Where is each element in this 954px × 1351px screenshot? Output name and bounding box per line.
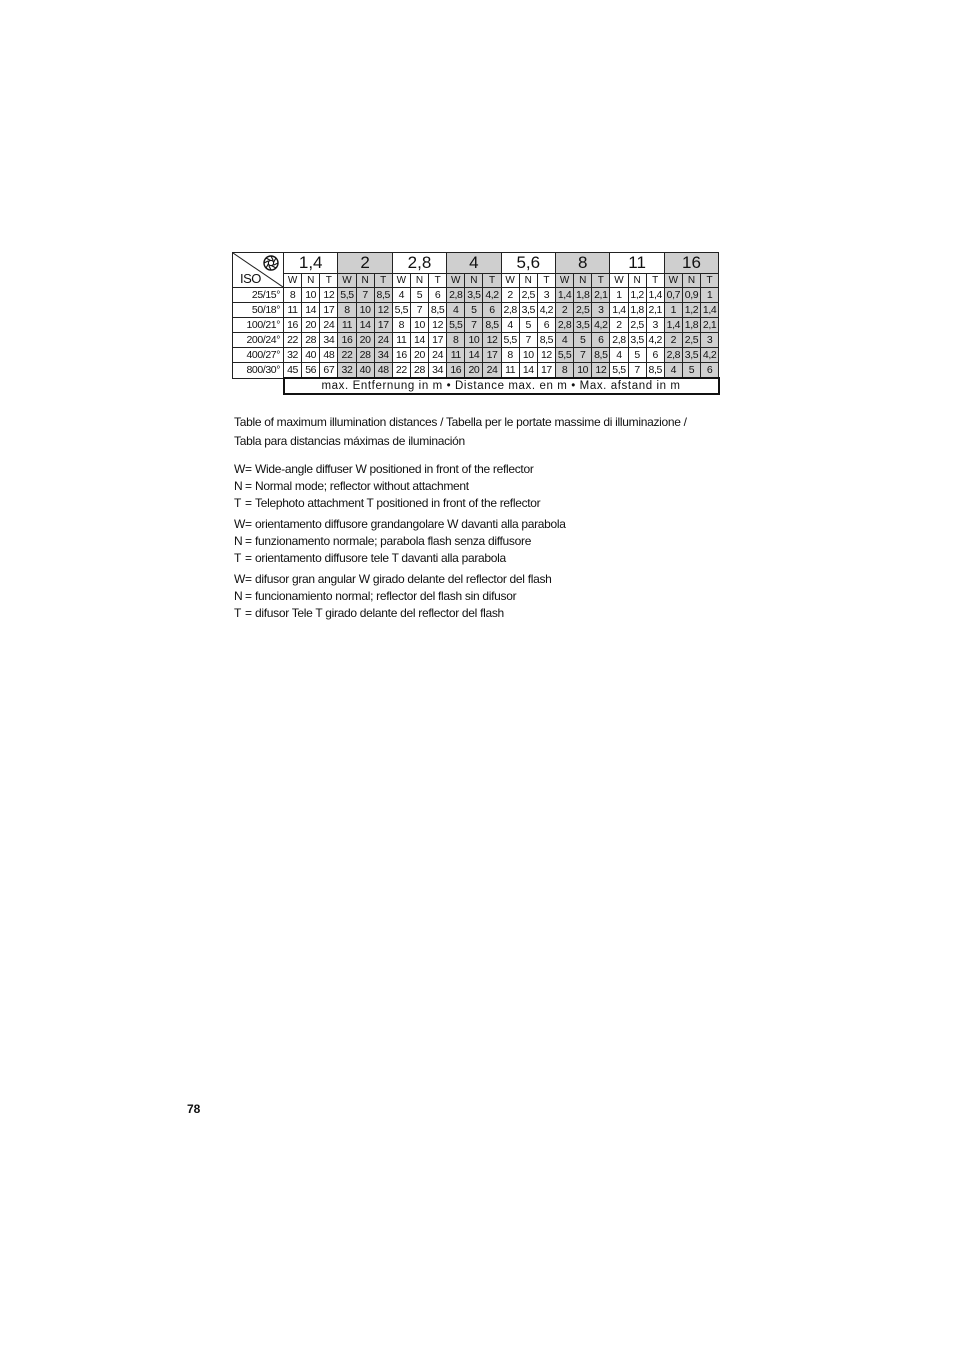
- distance-cell: 17: [320, 303, 338, 318]
- distance-cell: 11: [338, 318, 356, 333]
- distance-cell: 3: [701, 333, 719, 348]
- distance-cell: 4,2: [537, 303, 555, 318]
- legend-text: orientamento diffusore grandangolare W davanti alla parabola: [255, 517, 566, 531]
- flash-range-table: [232, 252, 720, 395]
- equals-sign: =: [245, 572, 252, 586]
- mode-header: W: [664, 274, 682, 288]
- distance-cell: 5: [628, 348, 646, 363]
- distance-cell: 3,5: [574, 318, 592, 333]
- legend-letter: T: [234, 606, 242, 620]
- legend-line: [234, 550, 714, 567]
- mode-header: T: [592, 274, 610, 288]
- iso-value: 50/18°: [233, 303, 284, 318]
- table-row: [233, 348, 719, 363]
- distance-cell: 6: [429, 288, 447, 303]
- distance-cell: 1,4: [646, 288, 664, 303]
- distance-cell: 4,2: [592, 318, 610, 333]
- aperture-header: 16: [664, 253, 718, 274]
- distance-cell: 11: [284, 303, 302, 318]
- legend-text: difusor gran angular W girado delante del reflector del flash: [255, 572, 552, 586]
- distance-cell: 8: [447, 333, 465, 348]
- distance-cell: 1,4: [664, 318, 682, 333]
- mode-header: N: [519, 274, 537, 288]
- legend-text: orientamento diffusore tele T davanti alla parabola: [255, 551, 506, 565]
- distance-cell: 1,2: [628, 288, 646, 303]
- legend-letter: W: [234, 517, 246, 531]
- distance-cell: 28: [356, 348, 374, 363]
- distance-cell: 17: [374, 318, 392, 333]
- distance-cell: 4,2: [701, 348, 719, 363]
- distance-cell: 11: [392, 333, 410, 348]
- distance-cell: 1,4: [701, 303, 719, 318]
- distance-cell: 3,5: [682, 348, 700, 363]
- distance-cell: 1,8: [628, 303, 646, 318]
- mode-header: N: [465, 274, 483, 288]
- legend-italian: [234, 516, 714, 567]
- equals-sign: =: [245, 606, 252, 620]
- distance-cell: 2,5: [628, 318, 646, 333]
- distance-cell: 2: [556, 303, 574, 318]
- iso-value: 200/24°: [233, 333, 284, 348]
- legend-letter: N: [234, 589, 243, 603]
- aperture-header: 1,4: [284, 253, 338, 274]
- distance-cell: 2,5: [574, 303, 592, 318]
- equals-sign: =: [245, 517, 252, 531]
- distance-cell: 16: [447, 363, 465, 379]
- distance-cell: 20: [302, 318, 320, 333]
- legend-letter: N: [234, 534, 243, 548]
- distance-cell: 8: [284, 288, 302, 303]
- distance-cell: 24: [429, 348, 447, 363]
- mode-header: W: [447, 274, 465, 288]
- iso-value: 25/15°: [233, 288, 284, 303]
- distance-cell: 7: [356, 288, 374, 303]
- distance-cell: 11: [447, 348, 465, 363]
- aperture-header: 8: [556, 253, 610, 274]
- legend-text: Telephoto attachment T positioned in front of the reflector: [255, 496, 541, 510]
- distance-cell: 40: [302, 348, 320, 363]
- distance-cell: 8,5: [374, 288, 392, 303]
- distance-cell: 12: [429, 318, 447, 333]
- iso-value: 800/30°: [233, 363, 284, 379]
- mode-header: N: [628, 274, 646, 288]
- distance-cell: 22: [284, 333, 302, 348]
- mode-header: W: [338, 274, 356, 288]
- distance-cell: 8: [501, 348, 519, 363]
- distance-cell: 12: [483, 333, 501, 348]
- distance-cell: 6: [483, 303, 501, 318]
- distance-cell: 22: [392, 363, 410, 379]
- mode-header: N: [302, 274, 320, 288]
- distance-cell: 34: [320, 333, 338, 348]
- legend-text: Normal mode; reflector without attachment: [255, 479, 469, 493]
- distance-cell: 10: [302, 288, 320, 303]
- legend-letter: N: [234, 479, 243, 493]
- distance-cell: 14: [356, 318, 374, 333]
- mode-header: N: [356, 274, 374, 288]
- distance-cell: 24: [374, 333, 392, 348]
- distance-cell: 4: [610, 348, 628, 363]
- mode-header: W: [284, 274, 302, 288]
- distance-cell: 4: [392, 288, 410, 303]
- legend-line: [234, 478, 714, 495]
- distance-cell: 3: [537, 288, 555, 303]
- distance-cell: 6: [592, 333, 610, 348]
- distance-cell: 2,8: [501, 303, 519, 318]
- distance-cell: 3,5: [465, 288, 483, 303]
- distance-cell: 67: [320, 363, 338, 379]
- mode-header: T: [429, 274, 447, 288]
- distance-cell: 16: [338, 333, 356, 348]
- distance-cell: 4: [556, 333, 574, 348]
- distance-cell: 4: [501, 318, 519, 333]
- distance-cell: 6: [646, 348, 664, 363]
- legend-text: funzionamento normale; parabola flash senza diffusore: [255, 534, 532, 548]
- distance-cell: 7: [574, 348, 592, 363]
- iso-value: 400/27°: [233, 348, 284, 363]
- distance-cell: 34: [429, 363, 447, 379]
- distance-cell: 32: [284, 348, 302, 363]
- distance-cell: 7: [628, 363, 646, 379]
- mode-header: N: [410, 274, 428, 288]
- distance-cell: 3: [646, 318, 664, 333]
- legend-text: difusor Tele T girado delante del reflector del flash: [255, 606, 504, 620]
- distance-cell: 14: [465, 348, 483, 363]
- legend-line: [234, 533, 714, 550]
- distance-cell: 3,5: [519, 303, 537, 318]
- distance-cell: 8: [556, 363, 574, 379]
- table-row: [233, 318, 719, 333]
- equals-sign: =: [245, 496, 252, 510]
- distance-cell: 3: [592, 303, 610, 318]
- distance-cell: 8,5: [537, 333, 555, 348]
- distance-cell: 20: [356, 333, 374, 348]
- legend-line: [234, 571, 714, 588]
- distance-cell: 1: [701, 288, 719, 303]
- aperture-header: 2: [338, 253, 392, 274]
- legend-line: [234, 461, 714, 478]
- distance-cell: 2,1: [701, 318, 719, 333]
- distance-cell: 5,5: [610, 363, 628, 379]
- distance-cell: 11: [501, 363, 519, 379]
- aperture-header: 5,6: [501, 253, 555, 274]
- distance-cell: 2: [610, 318, 628, 333]
- iso-label: ISO: [240, 271, 261, 286]
- distance-cell: 17: [429, 333, 447, 348]
- table-caption: [234, 413, 704, 451]
- legend-line: [234, 516, 714, 533]
- distance-cell: 14: [519, 363, 537, 379]
- mode-header: T: [374, 274, 392, 288]
- distance-cell: 28: [410, 363, 428, 379]
- distance-cell: 2,1: [592, 288, 610, 303]
- distance-cell: 28: [302, 333, 320, 348]
- distance-cell: 24: [483, 363, 501, 379]
- distance-cell: 20: [410, 348, 428, 363]
- distance-cell: 2,1: [646, 303, 664, 318]
- aperture-header: 11: [610, 253, 664, 274]
- equals-sign: =: [245, 462, 252, 476]
- distance-cell: 8: [392, 318, 410, 333]
- distance-cell: 2,8: [610, 333, 628, 348]
- mode-header: N: [682, 274, 700, 288]
- distance-cell: 5: [682, 363, 700, 379]
- distance-unit-footer: max. Entfernung in m • Distance max. en m • Max. afstand in m: [284, 378, 719, 394]
- distance-cell: 1: [664, 303, 682, 318]
- legend-letter: T: [234, 551, 242, 565]
- distance-cell: 6: [537, 318, 555, 333]
- equals-sign: =: [245, 589, 252, 603]
- distance-cell: 10: [519, 348, 537, 363]
- distance-cell: 7: [410, 303, 428, 318]
- mode-header: W: [392, 274, 410, 288]
- legend-line: [234, 605, 714, 622]
- legend-spanish: [234, 571, 714, 622]
- distance-cell: 8,5: [483, 318, 501, 333]
- distance-cell: 14: [410, 333, 428, 348]
- distance-cell: 2,5: [519, 288, 537, 303]
- distance-cell: 5: [410, 288, 428, 303]
- distance-cell: 16: [392, 348, 410, 363]
- distance-cell: 5,5: [501, 333, 519, 348]
- distance-cell: 10: [465, 333, 483, 348]
- distance-cell: 10: [574, 363, 592, 379]
- equals-sign: =: [245, 551, 252, 565]
- distance-cell: 5,5: [447, 318, 465, 333]
- legend-text: Wide-angle diffuser W positioned in front of the reflector: [255, 462, 534, 476]
- legend-text: funcionamiento normal; reflector del flash sin difusor: [255, 589, 517, 603]
- distance-cell: 4: [664, 363, 682, 379]
- table-row: [233, 288, 719, 303]
- mode-header: T: [320, 274, 338, 288]
- equals-sign: =: [245, 479, 252, 493]
- mode-header: N: [574, 274, 592, 288]
- distance-cell: 12: [592, 363, 610, 379]
- table-row: [233, 363, 719, 379]
- equals-sign: =: [245, 534, 252, 548]
- aperture-header: 4: [447, 253, 501, 274]
- distance-cell: 32: [338, 363, 356, 379]
- distance-cell: 7: [519, 333, 537, 348]
- footer-spacer: [233, 378, 284, 394]
- distance-cell: 8,5: [592, 348, 610, 363]
- distance-cell: 8,5: [646, 363, 664, 379]
- distance-cell: 1,4: [610, 303, 628, 318]
- mode-header: W: [501, 274, 519, 288]
- distance-cell: 2,8: [664, 348, 682, 363]
- distance-cell: 1,2: [682, 303, 700, 318]
- distance-cell: 22: [338, 348, 356, 363]
- distance-cell: 56: [302, 363, 320, 379]
- iso-value: 100/21°: [233, 318, 284, 333]
- corner-cell: [233, 253, 284, 288]
- distance-cell: 2: [664, 333, 682, 348]
- distance-cell: 8: [338, 303, 356, 318]
- distance-cell: 48: [374, 363, 392, 379]
- distance-cell: 2,8: [556, 318, 574, 333]
- distance-cell: 1: [610, 288, 628, 303]
- mode-header: T: [701, 274, 719, 288]
- distance-cell: 4,2: [483, 288, 501, 303]
- page-number: 78: [187, 1102, 201, 1116]
- distance-cell: 2,5: [682, 333, 700, 348]
- mode-header: T: [537, 274, 555, 288]
- legend-letter: W: [234, 462, 246, 476]
- distance-cell: 1,4: [556, 288, 574, 303]
- legend-english: [234, 461, 714, 512]
- distance-cell: 12: [320, 288, 338, 303]
- table-row: [233, 303, 719, 318]
- distance-cell: 20: [465, 363, 483, 379]
- distance-cell: 4,2: [646, 333, 664, 348]
- distance-cell: 10: [410, 318, 428, 333]
- aperture-icon: [263, 255, 279, 271]
- distance-cell: 17: [483, 348, 501, 363]
- distance-cell: 1,8: [574, 288, 592, 303]
- distance-cell: 5,5: [338, 288, 356, 303]
- distance-cell: 5: [574, 333, 592, 348]
- distance-cell: 1,8: [682, 318, 700, 333]
- distance-cell: 2: [501, 288, 519, 303]
- distance-cell: 3,5: [628, 333, 646, 348]
- distance-cell: 5,5: [556, 348, 574, 363]
- caption-line-2: Tabla para distancias máximas de iluminación: [234, 434, 465, 448]
- distance-cell: 0,9: [682, 288, 700, 303]
- caption-line-1: Table of maximum illumination distances / Tabella per le portate massime di illuminazione /: [234, 415, 687, 429]
- distance-cell: 14: [302, 303, 320, 318]
- mode-header: T: [646, 274, 664, 288]
- distance-cell: 10: [356, 303, 374, 318]
- distance-cell: 12: [537, 348, 555, 363]
- mode-header: W: [556, 274, 574, 288]
- mode-header: W: [610, 274, 628, 288]
- distance-cell: 7: [465, 318, 483, 333]
- distance-cell: 5: [465, 303, 483, 318]
- distance-cell: 0,7: [664, 288, 682, 303]
- distance-cell: 16: [284, 318, 302, 333]
- distance-cell: 5,5: [392, 303, 410, 318]
- distance-cell: 34: [374, 348, 392, 363]
- distance-cell: 24: [320, 318, 338, 333]
- table-row: [233, 333, 719, 348]
- distance-cell: 40: [356, 363, 374, 379]
- distance-cell: 6: [701, 363, 719, 379]
- aperture-header: 2,8: [392, 253, 446, 274]
- distance-cell: 2,8: [447, 288, 465, 303]
- mode-header: T: [483, 274, 501, 288]
- legend-line: [234, 588, 714, 605]
- distance-cell: 4: [447, 303, 465, 318]
- distance-cell: 12: [374, 303, 392, 318]
- legend-line: [234, 495, 714, 512]
- distance-cell: 17: [537, 363, 555, 379]
- legend-letter: W: [234, 572, 246, 586]
- distance-cell: 45: [284, 363, 302, 379]
- distance-cell: 8,5: [429, 303, 447, 318]
- distance-cell: 5: [519, 318, 537, 333]
- distance-cell: 48: [320, 348, 338, 363]
- legend-letter: T: [234, 496, 242, 510]
